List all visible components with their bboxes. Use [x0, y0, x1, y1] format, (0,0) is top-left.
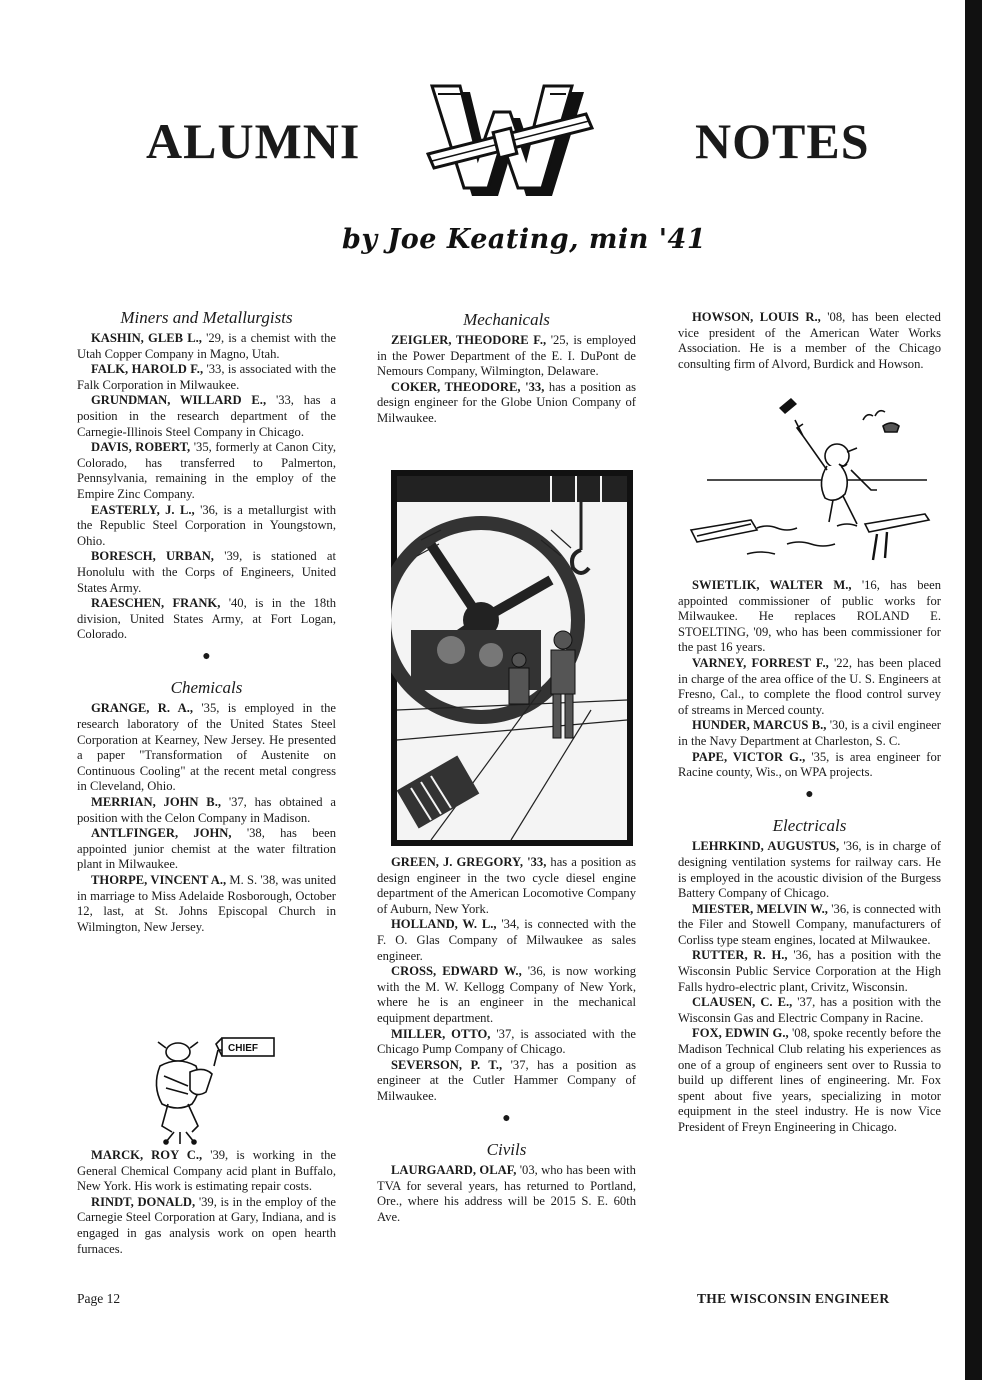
- alumni-name: EASTERLY, J. L.,: [91, 502, 195, 517]
- alumni-name: RUTTER, R. H.,: [692, 948, 788, 963]
- alumni-entry: EASTERLY, J. L., '36, is a metallurgist with the Republic Steel Corporation in Youngstown, Ohio.: [77, 502, 336, 548]
- alumni-entry: CROSS, EDWARD W., '36, is now working with the M. W. Kellogg Company of New York, where he is an engineer in the mechanical equipment department.: [377, 964, 637, 1025]
- alumni-entry: THORPE, VINCENT A., M. S. '38, was united in marriage to Miss Adelaide Rosborough, October 12, last, at St. Johns Episcopal Church in Wilmington, New Jersey.: [77, 873, 336, 934]
- chief-sign-text: CHIEF: [228, 1043, 258, 1054]
- alumni-name: GRANGE, R. A.,: [91, 701, 194, 716]
- alumni-entry: FOX, EDWIN G., '08, spoke recently before the Madison Technical Club relating his experiences as one of a group of engineers sent over to Russia to build up different lines of engineering. Mr. Fox spent about five years, specializing in motor equipment in the steel industry. He is now Vice President of Freyn Engineering in Chicago.: [678, 1026, 941, 1134]
- alumni-entry: KASHIN, GLEB L., '29, is a chemist with the Utah Copper Company in Magno, Utah.: [77, 331, 336, 361]
- alumni-name: CLAUSEN, C. E.,: [692, 995, 793, 1010]
- section-heading-mechanicals: Mechanicals: [463, 310, 550, 329]
- diver-cartoon-illustration: [687, 396, 941, 572]
- alumni-entry: ZEIGLER, THEODORE F., '25, is employed in the Power Department of the E. I. DuPont de Nemours Company, Wilmington, Delaware.: [377, 333, 636, 379]
- alumni-entry: GREEN, J. GREGORY, '33, has a position as design engineer in the two cycle diesel engine department of the American Locomotive Company of Auburn, New York.: [377, 855, 636, 916]
- alumni-entry: LEHRKIND, AUGUSTUS, '36, is in charge of designing ventilation systems for railway cars. He is employed in the acoustic division of the Burgess Battery Company of Chicago.: [678, 839, 941, 901]
- alumni-name: SWIETLIK, WALTER M.,: [692, 578, 852, 592]
- section-heading-miners: Miners and Metallurgists: [120, 308, 293, 327]
- chief-cartoon-illustration: [130, 1036, 280, 1146]
- alumni-entry: RAESCHEN, FRANK, '40, is in the 18th division, United States Army, at Fort Logan, Colorado.: [77, 596, 336, 642]
- page-edge-border: [965, 0, 982, 1380]
- alumni-name: HOWSON, LOUIS R.,: [692, 310, 821, 324]
- alumni-entry: ANTLFINGER, JOHN, '38, has been appointed junior chemist at the water filtration plant in Milwaukee.: [77, 826, 336, 872]
- alumni-name: THORPE, VINCENT A.,: [91, 873, 227, 887]
- alumni-name: LEHRKIND, AUGUSTUS,: [692, 839, 840, 854]
- section-heading-civils: Civils: [486, 1140, 527, 1160]
- alumni-entry: FALK, HAROLD F., '33, is associated with the Falk Corporation in Milwaukee.: [77, 362, 336, 392]
- machine-shop-illustration: [391, 470, 633, 846]
- alumni-entry: MIESTER, MELVIN W., '36, is connected with the Filer and Stowell Company, manufacturers of Corliss type steam engines, located at Milwaukee.: [678, 901, 941, 947]
- title-alumni: ALUMNI: [146, 113, 361, 169]
- alumni-name: RINDT, DONALD,: [91, 1194, 196, 1209]
- alumni-name: ANTLFINGER, JOHN,: [91, 826, 232, 841]
- alumni-entry: RUTTER, R. H., '36, has a position with the Wisconsin Public Service Corporation at the High Falls hydro-electric plant, Crivitz, Wisconsin.: [678, 948, 942, 994]
- alumni-name: LAURGAARD, OLAF,: [391, 1163, 517, 1178]
- alumni-entry: GRUNDMAN, WILLARD E., '33, has a position in the research department of the Carnegie-Illinois Steel Company in Chicago.: [77, 393, 336, 439]
- alumni-entry: LAURGAARD, OLAF, '03, who has been with TVA for several years, has returned to Portland, Ore., where his address will be 2015 S. E. 60th Ave.: [377, 1163, 636, 1224]
- alumni-name: BORESCH, URBAN,: [91, 549, 214, 564]
- alumni-entry: HUNDER, MARCUS B., '30, is a civil engineer in the Navy Department at Charleston, S. C.: [678, 718, 941, 748]
- alumni-entry: SEVERSON, P. T., '37, has a position as engineer at the Cutler Hammer Company of Milwaukee.: [377, 1057, 636, 1103]
- alumni-entry: GRANGE, R. A., '35, is employed in the research laboratory of the United States Steel Corporation at Kearney, New Jersey. He presented a paper "Transformation of Austenite on Continuous Cooling" at the recent metal congress in Cleveland, Ohio.: [77, 701, 336, 794]
- alumni-name: KASHIN, GLEB L.,: [91, 331, 202, 345]
- section-heading-electricals: Electricals: [772, 816, 847, 836]
- alumni-name: ZEIGLER, THEODORE F.,: [391, 333, 547, 347]
- alumni-name: HOLLAND, W. L.,: [391, 917, 497, 932]
- w-logo-icon: [426, 84, 596, 202]
- alumni-entry: SWIETLIK, WALTER M., '16, has been appointed commissioner of public works for Milwaukee. He replaces ROLAND E. STOELTING, '09, who has been commissioner for the past 16 years.: [678, 578, 941, 655]
- alumni-entry: HOLLAND, W. L., '34, is connected with the F. O. Glas Company of Milwaukee as sales engineer.: [377, 917, 636, 963]
- page-number: Page 12: [77, 1291, 121, 1306]
- column-right-continued: [678, 578, 941, 1136]
- section-bullet-icon: ●: [805, 786, 814, 802]
- alumni-entry: DAVIS, ROBERT, '35, formerly at Canon City, Colorado, has transferred to Palmerton, Pennsylvania, remaining in the employ of the Empire Zinc Company.: [77, 440, 336, 501]
- alumni-entry: PAPE, VICTOR G., '35, is area engineer for Racine county, Wis., on WPA projects.: [678, 749, 941, 780]
- alumni-name: HUNDER, MARCUS B.,: [692, 718, 827, 733]
- column-left: [77, 308, 336, 935]
- alumni-entry: HOWSON, LOUIS R., '08, has been elected vice president of the American Water Works Association. He is a member of the Chicago consulting firm of Alvord, Burdick and Howson.: [678, 310, 941, 371]
- alumni-entry: MILLER, OTTO, '37, is associated with the Chicago Pump Company of Chicago.: [377, 1026, 636, 1057]
- byline: by Joe Keating, min '41: [342, 224, 707, 255]
- alumni-name: DAVIS, ROBERT,: [91, 440, 191, 455]
- column-left-continued: [77, 1148, 336, 1257]
- alumni-name: MIESTER, MELVIN W.,: [692, 901, 828, 916]
- alumni-entry: VARNEY, FORREST F., '22, has been placed in charge of the area office of the U. S. Engineers at Fresno, Cal., to complete the flood control survey of streams in Merced county.: [678, 655, 941, 717]
- alumni-name: FOX, EDWIN G.,: [692, 1026, 789, 1041]
- alumni-entry: COKER, THEODORE, '33, has a position as design engineer for the Globe Union Company of Milwaukee.: [377, 379, 636, 425]
- column-middle-continued: [377, 855, 636, 1225]
- alumni-name: FALK, HAROLD F.,: [91, 362, 204, 377]
- alumni-entry: BORESCH, URBAN, '39, is stationed at Honolulu with the Corps of Engineers, United States Army.: [77, 549, 336, 595]
- alumni-entry: RINDT, DONALD, '39, is in the employ of the Carnegie Steel Corporation at Gary, Indiana, and is engaged in gas analysis work on open hearth furnaces.: [77, 1194, 336, 1256]
- alumni-name: VARNEY, FORREST F.,: [692, 655, 829, 670]
- alumni-name: RAESCHEN, FRANK,: [91, 596, 221, 611]
- alumni-name: COKER, THEODORE, '33,: [391, 379, 545, 394]
- column-right: [678, 310, 941, 372]
- alumni-entry: MERRIAN, JOHN B., '37, has obtained a position with the Celon Company in Madison.: [77, 795, 336, 825]
- alumni-entry: MARCK, ROY C., '39, is working in the General Chemical Company acid plant in Buffalo, New York. His work is estimating repair costs.: [77, 1148, 336, 1194]
- section-bullet-icon: ●: [202, 648, 211, 664]
- alumni-name: MILLER, OTTO,: [391, 1026, 491, 1041]
- alumni-name: MERRIAN, JOHN B.,: [91, 795, 222, 810]
- alumni-name: GREEN, J. GREGORY, '33,: [391, 855, 547, 869]
- section-heading-chemicals: Chemicals: [170, 678, 243, 698]
- alumni-name: PAPE, VICTOR G.,: [692, 749, 806, 764]
- title-notes: NOTES: [695, 113, 870, 169]
- column-middle: [377, 310, 636, 427]
- alumni-entry: CLAUSEN, C. E., '37, has a position with the Wisconsin Gas and Electric Company in Racine.: [678, 995, 941, 1025]
- alumni-name: SEVERSON, P. T.,: [391, 1057, 503, 1072]
- alumni-name: GRUNDMAN, WILLARD E.,: [91, 393, 267, 408]
- alumni-name: MARCK, ROY C.,: [91, 1148, 203, 1162]
- publication-name: THE WISCONSIN ENGINEER: [697, 1291, 890, 1306]
- section-bullet-icon: ●: [502, 1110, 511, 1126]
- alumni-name: CROSS, EDWARD W.,: [391, 964, 522, 979]
